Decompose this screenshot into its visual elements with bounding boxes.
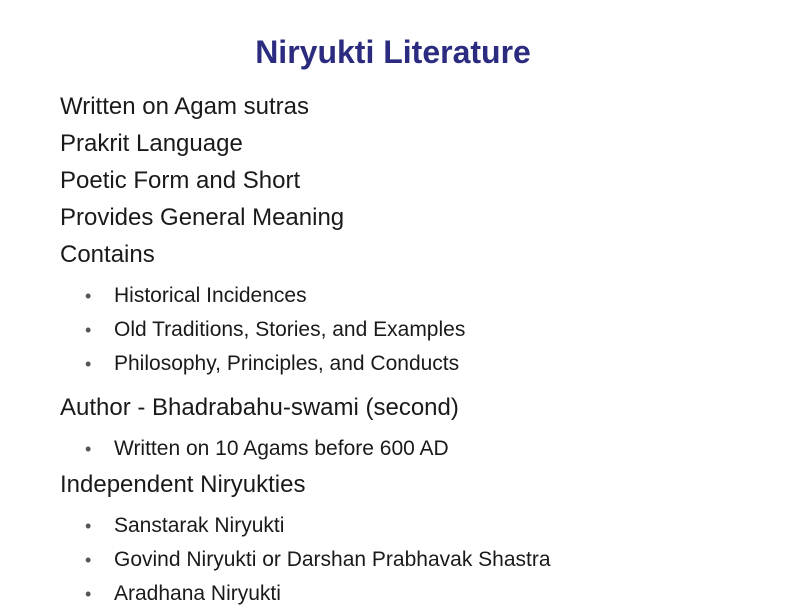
sub-point-text: Sanstarak Niryukti bbox=[114, 514, 285, 537]
sub-point bbox=[60, 279, 780, 313]
sub-point bbox=[60, 432, 780, 466]
sub-point bbox=[60, 577, 780, 611]
sub-point-text: Old Traditions, Stories, and Examples bbox=[114, 318, 466, 341]
bullet-icon: • bbox=[85, 550, 92, 570]
sub-point-text: Written on 10 Agams before 600 AD bbox=[114, 437, 449, 460]
sub-point bbox=[60, 313, 780, 347]
point-form: Poetic Form and Short bbox=[60, 167, 301, 194]
point-meaning: Provides General Meaning bbox=[60, 204, 345, 231]
sub-point-text: Philosophy, Principles, and Conducts bbox=[114, 352, 460, 375]
point-written-on: Written on Agam sutras bbox=[60, 93, 309, 120]
sub-point bbox=[60, 543, 780, 577]
bullet-icon: • bbox=[85, 584, 92, 604]
point-author: Author - Bhadrabahu-swami (second) bbox=[60, 394, 459, 421]
slide-title: Niryukti Literature bbox=[255, 34, 531, 70]
bullet-icon: • bbox=[85, 354, 92, 374]
bullet-icon: • bbox=[85, 286, 92, 306]
bullet-icon: • bbox=[85, 320, 92, 340]
bullet-icon: • bbox=[85, 516, 92, 536]
sub-point bbox=[60, 347, 780, 381]
bullet-icon: • bbox=[85, 439, 92, 459]
sub-point-text: Govind Niryukti or Darshan Prabhavak Shastra bbox=[114, 548, 551, 571]
sub-point bbox=[60, 509, 780, 543]
slide-content bbox=[60, 88, 780, 611]
point-independent: Independent Niryukties bbox=[60, 471, 306, 498]
point-contains: Contains bbox=[60, 241, 155, 268]
point-language: Prakrit Language bbox=[60, 130, 243, 157]
sub-point-text: Aradhana Niryukti bbox=[114, 582, 281, 605]
sub-point-text: Historical Incidences bbox=[114, 284, 307, 307]
